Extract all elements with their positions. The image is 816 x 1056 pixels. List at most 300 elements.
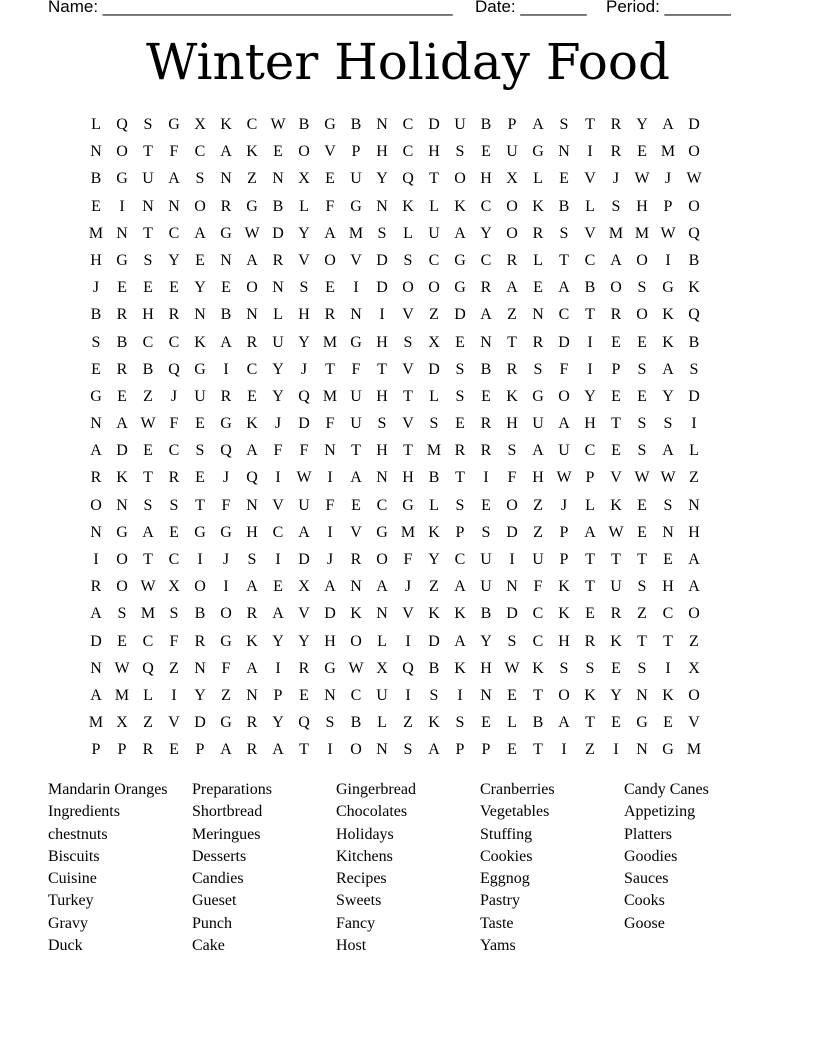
grid-cell: Y xyxy=(610,686,622,704)
grid-cell: E xyxy=(637,523,647,541)
word-item: Pastry xyxy=(480,892,520,910)
grid-cell: U xyxy=(610,578,622,596)
grid-cell: N xyxy=(142,197,154,215)
grid-cell: O xyxy=(506,496,518,514)
grid-cell: V xyxy=(610,469,622,487)
grid-cell: I xyxy=(405,632,411,650)
grid-cell: D xyxy=(454,306,466,324)
grid-cell: Z xyxy=(143,387,153,405)
grid-cell: N xyxy=(194,659,206,677)
grid-cell: X xyxy=(168,578,180,596)
grid-cell: T xyxy=(559,251,569,269)
grid-cell: S xyxy=(637,442,647,460)
grid-cell: Y xyxy=(272,714,284,732)
grid-cell: Y xyxy=(272,387,284,405)
grid-cell: O xyxy=(558,686,570,704)
grid-cell: M xyxy=(686,741,702,759)
word-item: Punch xyxy=(192,914,232,932)
grid-cell: F xyxy=(273,442,283,460)
grid-cell: X xyxy=(116,714,128,732)
grid-cell: O xyxy=(324,251,336,269)
grid-row xyxy=(83,114,707,141)
grid-cell: T xyxy=(455,469,465,487)
grid-cell: O xyxy=(350,741,362,759)
grid-cell: C xyxy=(454,551,466,568)
grid-cell: L xyxy=(585,496,595,514)
grid-cell: E xyxy=(117,632,127,650)
grid-cell: M xyxy=(88,224,104,242)
grid-cell: B xyxy=(350,714,362,732)
grid-row xyxy=(83,386,707,413)
grid-cell: M xyxy=(322,387,338,405)
grid-cell: Y xyxy=(272,360,284,378)
grid-cell: N xyxy=(376,116,388,133)
grid-cell: A xyxy=(168,170,180,188)
grid-cell: J xyxy=(170,387,178,405)
grid-cell: I xyxy=(561,741,567,759)
grid-row xyxy=(83,522,707,549)
grid-cell: M xyxy=(114,686,130,704)
grid-cell: W xyxy=(660,469,676,487)
grid-cell: K xyxy=(506,387,518,405)
grid-cell: K xyxy=(662,333,674,351)
grid-row xyxy=(83,196,707,223)
grid-cell: N xyxy=(532,306,544,324)
grid-cell: O xyxy=(688,605,700,623)
page-title: Winter Holiday Food xyxy=(146,33,670,91)
grid-cell: E xyxy=(507,686,517,704)
word-item: Candies xyxy=(192,870,244,888)
grid-cell: A xyxy=(480,306,492,324)
grid-cell: P xyxy=(117,741,127,759)
grid-cell: S xyxy=(429,686,439,704)
grid-cell: E xyxy=(481,714,491,732)
grid-cell: F xyxy=(221,659,231,677)
grid-cell: P xyxy=(559,523,569,541)
grid-cell: I xyxy=(223,578,229,596)
grid-cell: H xyxy=(480,170,492,188)
grid-cell: R xyxy=(454,442,466,460)
grid-cell: D xyxy=(506,523,518,541)
grid-cell: G xyxy=(194,523,206,541)
grid-cell: V xyxy=(402,306,414,324)
grid-cell: I xyxy=(93,551,99,568)
grid-cell: E xyxy=(611,333,621,351)
word-item: Cookies xyxy=(480,847,533,865)
grid-cell: R xyxy=(532,333,544,351)
grid-cell: K xyxy=(246,143,258,161)
grid-cell: B xyxy=(480,116,492,133)
grid-row xyxy=(83,332,707,359)
grid-cell: R xyxy=(610,306,622,324)
grid-cell: U xyxy=(454,116,466,133)
grid-cell: N xyxy=(480,686,492,704)
grid-cell: Z xyxy=(689,469,699,487)
grid-cell: E xyxy=(143,279,153,297)
grid-cell: M xyxy=(426,442,442,460)
grid-cell: A xyxy=(246,659,258,677)
grid-cell: S xyxy=(663,496,673,514)
grid-cell: B xyxy=(688,333,700,351)
grid-cell: R xyxy=(168,306,180,324)
grid-cell: T xyxy=(533,741,543,759)
grid-cell: O xyxy=(194,578,206,596)
grid-cell: V xyxy=(350,251,362,269)
grid-cell: S xyxy=(429,415,439,433)
grid-cell: E xyxy=(169,279,179,297)
grid-cell: S xyxy=(377,224,387,242)
grid-cell: C xyxy=(272,523,284,541)
grid-cell: I xyxy=(613,741,619,759)
word-column xyxy=(480,779,624,957)
grid-cell: U xyxy=(480,551,492,568)
grid-cell: G xyxy=(220,714,232,732)
word-item: Appetizing xyxy=(624,803,696,821)
grid-cell: N xyxy=(246,686,258,704)
grid-cell: D xyxy=(116,442,128,460)
grid-cell: V xyxy=(272,496,284,514)
grid-cell: M xyxy=(322,333,338,351)
grid-cell: C xyxy=(532,605,544,623)
grid-cell: P xyxy=(195,741,205,759)
grid-cell: R xyxy=(168,469,180,487)
grid-cell: A xyxy=(558,279,570,297)
grid-cell: J xyxy=(612,170,620,188)
grid-cell: O xyxy=(636,251,648,269)
grid-cell: Z xyxy=(429,578,439,596)
grid-row xyxy=(83,223,707,250)
grid-cell: S xyxy=(195,170,205,188)
grid-cell: H xyxy=(376,143,388,161)
grid-cell: L xyxy=(299,197,309,215)
grid-cell: G xyxy=(350,333,362,351)
grid-cell: V xyxy=(350,523,362,541)
grid-cell: W xyxy=(608,523,624,541)
grid-cell: S xyxy=(455,360,465,378)
grid-cell: N xyxy=(246,496,258,514)
grid-cell: B xyxy=(116,333,128,351)
grid-cell: G xyxy=(350,197,362,215)
grid-cell: W xyxy=(634,469,650,487)
word-item: Eggnog xyxy=(480,870,530,888)
grid-cell: Q xyxy=(168,360,180,378)
grid-cell: Z xyxy=(221,686,231,704)
grid-cell: P xyxy=(273,686,283,704)
grid-cell: P xyxy=(611,360,621,378)
grid-cell: U xyxy=(272,333,284,351)
grid-cell: U xyxy=(558,442,570,460)
grid-cell: W xyxy=(634,170,650,188)
grid-cell: K xyxy=(688,279,700,297)
grid-cell: O xyxy=(90,496,102,514)
grid-cell: A xyxy=(610,251,622,269)
grid-cell: W xyxy=(296,469,312,487)
grid-cell: R xyxy=(194,632,206,650)
grid-cell: L xyxy=(273,306,283,324)
grid-cell: O xyxy=(506,224,518,242)
grid-cell: L xyxy=(377,714,387,732)
grid-cell: F xyxy=(403,551,413,568)
grid-cell: I xyxy=(457,686,463,704)
grid-cell: A xyxy=(142,523,154,541)
grid-cell: I xyxy=(379,306,385,324)
grid-cell: S xyxy=(403,251,413,269)
grid-cell: C xyxy=(376,496,388,514)
grid-cell: O xyxy=(688,686,700,704)
grid-cell: T xyxy=(143,224,153,242)
grid-cell: G xyxy=(376,523,388,541)
grid-cell: H xyxy=(298,306,310,324)
grid-cell: H xyxy=(662,578,674,596)
grid-cell: A xyxy=(454,632,466,650)
grid-cell: Y xyxy=(272,632,284,650)
grid-cell: G xyxy=(324,116,336,133)
grid-cell: W xyxy=(686,170,702,188)
grid-cell: G xyxy=(90,387,102,405)
grid-cell: V xyxy=(402,415,414,433)
grid-cell: Z xyxy=(403,714,413,732)
grid-cell: K xyxy=(194,333,206,351)
grid-cell: R xyxy=(610,605,622,623)
grid-cell: K xyxy=(428,714,440,732)
grid-cell: V xyxy=(324,143,336,161)
grid-cell: N xyxy=(506,578,518,596)
grid-cell: A xyxy=(272,741,284,759)
grid-cell: O xyxy=(558,387,570,405)
grid-cell: G xyxy=(246,197,258,215)
word-item: Cuisine xyxy=(48,870,97,888)
grid-cell: J xyxy=(222,469,230,487)
grid-cell: E xyxy=(169,523,179,541)
grid-cell: L xyxy=(403,224,413,242)
grid-cell: G xyxy=(116,251,128,269)
grid-cell: E xyxy=(169,741,179,759)
grid-cell: A xyxy=(558,714,570,732)
grid-cell: J xyxy=(92,279,100,297)
grid-cell: S xyxy=(299,279,309,297)
grid-cell: N xyxy=(350,306,362,324)
grid-cell: S xyxy=(377,415,387,433)
grid-cell: S xyxy=(143,116,153,133)
grid-cell: T xyxy=(637,551,647,568)
grid-cell: R xyxy=(246,714,258,732)
grid-cell: P xyxy=(481,741,491,759)
grid-cell: U xyxy=(506,143,518,161)
grid-cell: S xyxy=(455,714,465,732)
grid-cell: S xyxy=(91,333,101,351)
grid-cell: F xyxy=(325,496,335,514)
grid-cell: F xyxy=(559,360,569,378)
grid-cell: O xyxy=(116,143,128,161)
grid-cell: P xyxy=(559,551,569,568)
grid-row xyxy=(83,304,707,331)
grid-cell: D xyxy=(428,632,440,650)
grid-cell: E xyxy=(585,605,595,623)
grid-cell: S xyxy=(507,442,517,460)
grid-cell: K xyxy=(350,605,362,623)
grid-cell: N xyxy=(272,170,284,188)
grid-cell: V xyxy=(298,251,310,269)
grid-cell: S xyxy=(247,551,257,568)
grid-cell: E xyxy=(143,442,153,460)
grid-cell: I xyxy=(665,251,671,269)
grid-cell: I xyxy=(509,551,515,568)
grid-cell: H xyxy=(376,333,388,351)
grid-cell: R xyxy=(90,578,102,596)
grid-cell: B xyxy=(90,170,102,188)
grid-cell: C xyxy=(168,442,180,460)
grid-cell: G xyxy=(220,523,232,541)
grid-cell: A xyxy=(454,224,466,242)
grid-cell: E xyxy=(455,333,465,351)
grid-cell: A xyxy=(324,224,336,242)
grid-cell: J xyxy=(326,551,334,568)
grid-cell: L xyxy=(429,496,439,514)
grid-cell: X xyxy=(194,116,206,133)
grid-cell: E xyxy=(637,496,647,514)
grid-cell: Y xyxy=(194,686,206,704)
grid-cell: Z xyxy=(507,306,517,324)
grid-cell: X xyxy=(376,659,388,677)
grid-row xyxy=(83,495,707,522)
grid-cell: X xyxy=(688,659,700,677)
grid-row xyxy=(83,413,707,440)
grid-cell: Z xyxy=(247,170,257,188)
grid-cell: D xyxy=(506,605,518,623)
grid-cell: A xyxy=(532,442,544,460)
grid-cell: K xyxy=(454,659,466,677)
grid-cell: E xyxy=(663,714,673,732)
grid-cell: S xyxy=(143,496,153,514)
grid-cell: K xyxy=(402,197,414,215)
grid-cell: L xyxy=(143,686,153,704)
grid-cell: Y xyxy=(298,224,310,242)
grid-cell: I xyxy=(587,143,593,161)
grid-cell: L xyxy=(533,170,543,188)
word-item: Kitchens xyxy=(336,847,393,865)
grid-cell: M xyxy=(660,143,676,161)
word-item: Ingredients xyxy=(48,803,120,821)
grid-cell: B xyxy=(90,306,102,324)
grid-cell: R xyxy=(610,116,622,133)
grid-cell: L xyxy=(429,387,439,405)
grid-cell: B xyxy=(688,251,700,269)
word-item: Cooks xyxy=(624,892,665,910)
grid-cell: O xyxy=(402,279,414,297)
word-item: Sweets xyxy=(336,892,382,910)
grid-cell: I xyxy=(353,279,359,297)
grid-row xyxy=(83,549,707,576)
grid-cell: B xyxy=(142,360,154,378)
grid-cell: W xyxy=(504,659,520,677)
grid-cell: E xyxy=(637,333,647,351)
grid-row xyxy=(83,440,707,467)
grid-cell: G xyxy=(454,251,466,269)
grid-cell: K xyxy=(220,116,232,133)
grid-cell: F xyxy=(299,442,309,460)
grid-cell: Y xyxy=(194,279,206,297)
grid-cell: X xyxy=(506,170,518,188)
grid-cell: T xyxy=(585,714,595,732)
grid-cell: T xyxy=(585,306,595,324)
grid-cell: C xyxy=(532,632,544,650)
grid-cell: H xyxy=(532,469,544,487)
grid-cell: O xyxy=(116,578,128,596)
grid-cell: L xyxy=(533,251,543,269)
grid-cell: R xyxy=(350,551,362,568)
grid-cell: E xyxy=(611,714,621,732)
grid-row xyxy=(83,576,707,603)
grid-cell: A xyxy=(246,578,258,596)
grid-cell: N xyxy=(90,523,102,541)
grid-cell: O xyxy=(298,143,310,161)
grid-cell: F xyxy=(351,360,361,378)
grid-cell: I xyxy=(691,415,697,433)
grid-row xyxy=(83,685,707,712)
grid-cell: B xyxy=(480,360,492,378)
grid-cell: W xyxy=(140,578,156,596)
grid-cell: G xyxy=(662,279,674,297)
grid-cell: U xyxy=(298,496,310,514)
grid-cell: A xyxy=(194,224,206,242)
grid-cell: E xyxy=(195,251,205,269)
grid-cell: A xyxy=(246,251,258,269)
grid-cell: B xyxy=(584,279,596,297)
grid-cell: A xyxy=(90,442,102,460)
grid-cell: K xyxy=(532,659,544,677)
grid-cell: F xyxy=(169,143,179,161)
grid-cell: W xyxy=(660,224,676,242)
word-item: Gravy xyxy=(48,914,88,932)
grid-cell: S xyxy=(455,387,465,405)
grid-cell: S xyxy=(455,496,465,514)
grid-cell: I xyxy=(483,469,489,487)
grid-cell: S xyxy=(559,659,569,677)
word-column xyxy=(48,779,192,957)
grid-cell: O xyxy=(194,197,206,215)
grid-cell: Q xyxy=(298,387,310,405)
grid-cell: E xyxy=(351,496,361,514)
grid-cell: N xyxy=(688,496,700,514)
grid-cell: G xyxy=(220,415,232,433)
grid-cell: K xyxy=(558,605,570,623)
grid-cell: I xyxy=(275,659,281,677)
grid-cell: N xyxy=(116,496,128,514)
grid-cell: H xyxy=(402,469,414,487)
word-item: chestnuts xyxy=(48,825,108,843)
grid-cell: Y xyxy=(480,632,492,650)
grid-cell: B xyxy=(558,197,570,215)
grid-cell: O xyxy=(376,551,388,568)
grid-cell: M xyxy=(400,523,416,541)
grid-cell: G xyxy=(324,659,336,677)
grid-cell: T xyxy=(143,469,153,487)
grid-cell: Z xyxy=(533,496,543,514)
grid-cell: R xyxy=(532,224,544,242)
word-column xyxy=(336,779,480,957)
grid-cell: W xyxy=(114,659,130,677)
grid-cell: H xyxy=(688,523,700,541)
grid-cell: E xyxy=(611,387,621,405)
grid-cell: Z xyxy=(689,632,699,650)
grid-cell: Q xyxy=(402,170,414,188)
grid-cell: A xyxy=(298,523,310,541)
grid-cell: E xyxy=(481,496,491,514)
grid-cell: G xyxy=(220,224,232,242)
grid-cell: D xyxy=(298,551,310,568)
grid-cell: Z xyxy=(585,741,595,759)
grid-cell: E xyxy=(481,143,491,161)
